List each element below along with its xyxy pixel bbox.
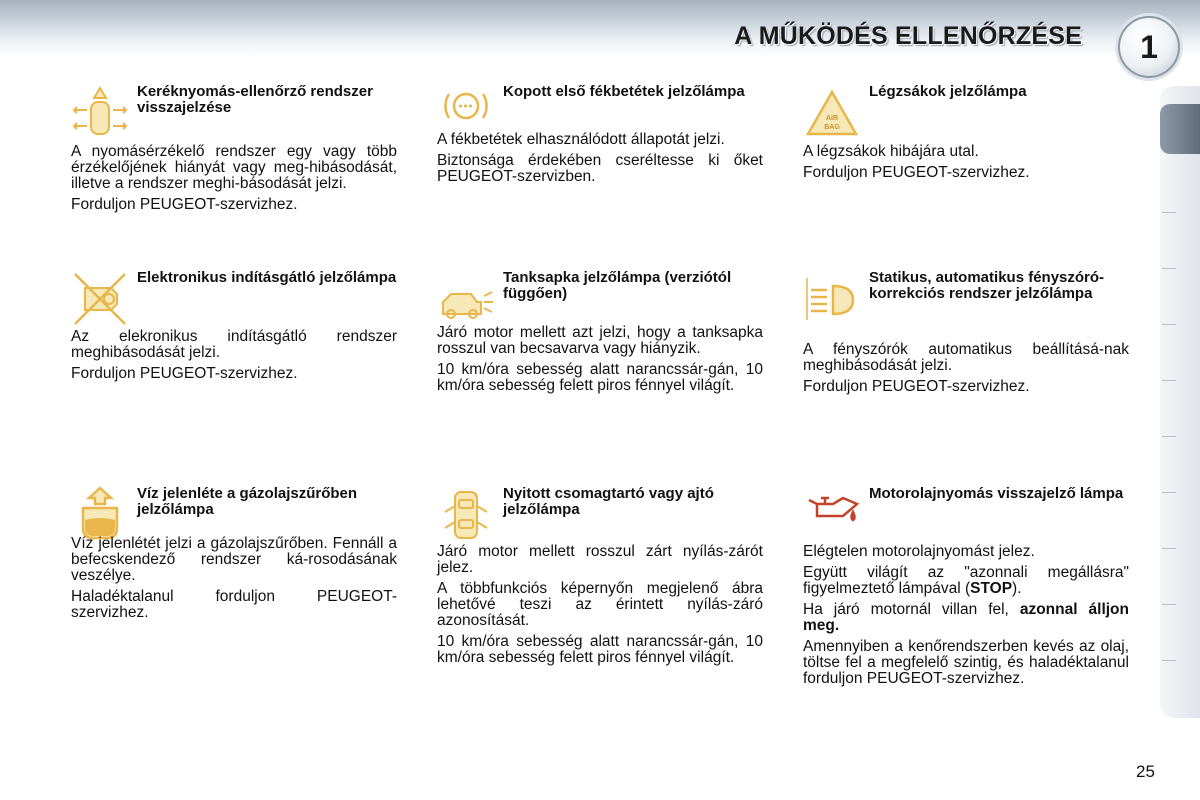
- tab-divider: [1162, 660, 1176, 661]
- item-title: Statikus, automatikus fényszóró-korrekciós rendszer jelzőlámpa: [869, 269, 1105, 302]
- item-body: [71, 329, 397, 387]
- item-body: [71, 536, 397, 626]
- item-title: Víz jelenléte a gázolajszűrőben jelzőlámpa: [137, 485, 358, 518]
- paragraph: A fényszórók automatikus beállításá-nak meghibásodását jelzi.: [803, 341, 1129, 374]
- item-body: [71, 144, 397, 218]
- paragraph-text: Ha járó motornál villan fel,: [803, 601, 1020, 618]
- paragraph: A fékbetétek elhasználódott állapotát jelzi.: [437, 131, 725, 148]
- paragraph-text: ).: [1012, 580, 1022, 597]
- tire-pressure-icon: [71, 84, 129, 142]
- svg-text:BAG: BAG: [824, 124, 840, 131]
- item-body: [803, 144, 1129, 186]
- paragraph: Forduljon PEUGEOT-szervizhez.: [803, 164, 1030, 181]
- airbag-icon: [803, 84, 861, 142]
- tab-divider: [1162, 604, 1176, 605]
- paragraph: Járó motor mellett azt jelzi, hogy a tanksapka rosszul van becsavarva vagy hiányzik.: [437, 324, 763, 357]
- item-title: Tanksapka jelzőlámpa (verziótól függően): [503, 269, 732, 302]
- chapter-number-badge: 1: [1118, 16, 1180, 78]
- paragraph: Járó motor mellett rosszul zárt nyílás-zárót jelez.: [437, 543, 763, 576]
- item-body: [437, 132, 763, 190]
- tab-divider: [1162, 548, 1176, 549]
- headlamp-levelling-icon: [803, 270, 861, 328]
- paragraph: Forduljon PEUGEOT-szervizhez.: [71, 196, 298, 213]
- tab-divider: [1162, 212, 1176, 213]
- paragraph: Víz jelenlétét jelzi a gázolajszűrőben. Fennáll a befecskendező rendszer ká-rosodásának veszélye.: [71, 535, 397, 584]
- item-title: Elektronikus indításgátló jelzőlámpa: [137, 269, 397, 286]
- stop-label: STOP: [970, 580, 1013, 597]
- chapter-tab-active[interactable]: [1160, 104, 1200, 154]
- item-body: [437, 325, 763, 399]
- immobiliser-icon: [71, 270, 129, 328]
- tab-divider: [1162, 492, 1176, 493]
- paragraph: A többfunkciós képernyőn megjelenő ábra lehetővé teszi az érintett nyílás-záró azonosítását.: [437, 580, 763, 629]
- paragraph: Az elekronikus indításgátló rendszer meghibásodását jelzi.: [71, 328, 397, 361]
- item-title: Keréknyomás-ellenőrző rendszer visszajelzése: [137, 83, 373, 116]
- paragraph: A nyomásérzékelő rendszer egy vagy több érzékelőjének hiányát vagy meg-hibásodását, illetve a rendszer meghi-básodását jelzi.: [71, 143, 397, 192]
- paragraph: Haladéktalanul forduljon PEUGEOT-szervizhez.: [71, 588, 397, 621]
- fuel-cap-icon: [437, 270, 495, 328]
- item-body: [437, 544, 763, 671]
- tab-divider: [1162, 268, 1176, 269]
- item-title: Légzsákok jelzőlámpa: [869, 83, 1027, 100]
- door-open-icon: [437, 486, 495, 544]
- item-body: [803, 342, 1129, 400]
- page-title: A MŰKÖDÉS ELLENŐRZÉSE: [734, 22, 1082, 50]
- oil-pressure-icon: [803, 486, 861, 544]
- page-number: 25: [1136, 762, 1155, 781]
- paragraph: Elégtelen motorolajnyomást jelez.: [803, 543, 1035, 560]
- paragraph: [803, 602, 1129, 634]
- paragraph-text: Együtt világít az "azonnali megállásra" figyelmeztető lámpával (: [803, 564, 1129, 597]
- tab-divider: [1162, 436, 1176, 437]
- item-body: [803, 544, 1129, 692]
- item-title: Nyitott csomagtartó vagy ajtó jelzőlámpa: [503, 485, 714, 518]
- svg-text:AIR: AIR: [825, 115, 839, 122]
- item-title: Kopott első fékbetétek jelzőlámpa: [503, 83, 745, 100]
- paragraph: Forduljon PEUGEOT-szervizhez.: [71, 365, 298, 382]
- paragraph: A légzsákok hibájára utal.: [803, 143, 979, 160]
- paragraph: Biztonsága érdekében cseréltesse ki őket PEUGEOT-szervizben.: [437, 152, 763, 185]
- tab-divider: [1162, 324, 1176, 325]
- paragraph: 10 km/óra sebesség alatt narancssár-gán, 10 km/óra sebesség felett piros fénnyel világít.: [437, 361, 763, 394]
- tab-divider: [1162, 380, 1176, 381]
- paragraph: Forduljon PEUGEOT-szervizhez.: [803, 378, 1030, 395]
- stop-immediately-text: azonnal álljon meg.: [803, 601, 1129, 634]
- item-title: Motorolajnyomás visszajelző lámpa: [869, 485, 1124, 502]
- paragraph: 10 km/óra sebesség alatt narancssár-gán, 10 km/óra sebesség felett piros fénnyel világít.: [437, 633, 763, 666]
- paragraph: [803, 565, 1129, 597]
- paragraph: Amennyiben a kenőrendszerben kevés az olaj, töltse fel a megfelelő szintig, és haladéktalanul forduljon PEUGEOT-szervizhez.: [803, 638, 1129, 687]
- chapter-tabs: [1160, 86, 1200, 718]
